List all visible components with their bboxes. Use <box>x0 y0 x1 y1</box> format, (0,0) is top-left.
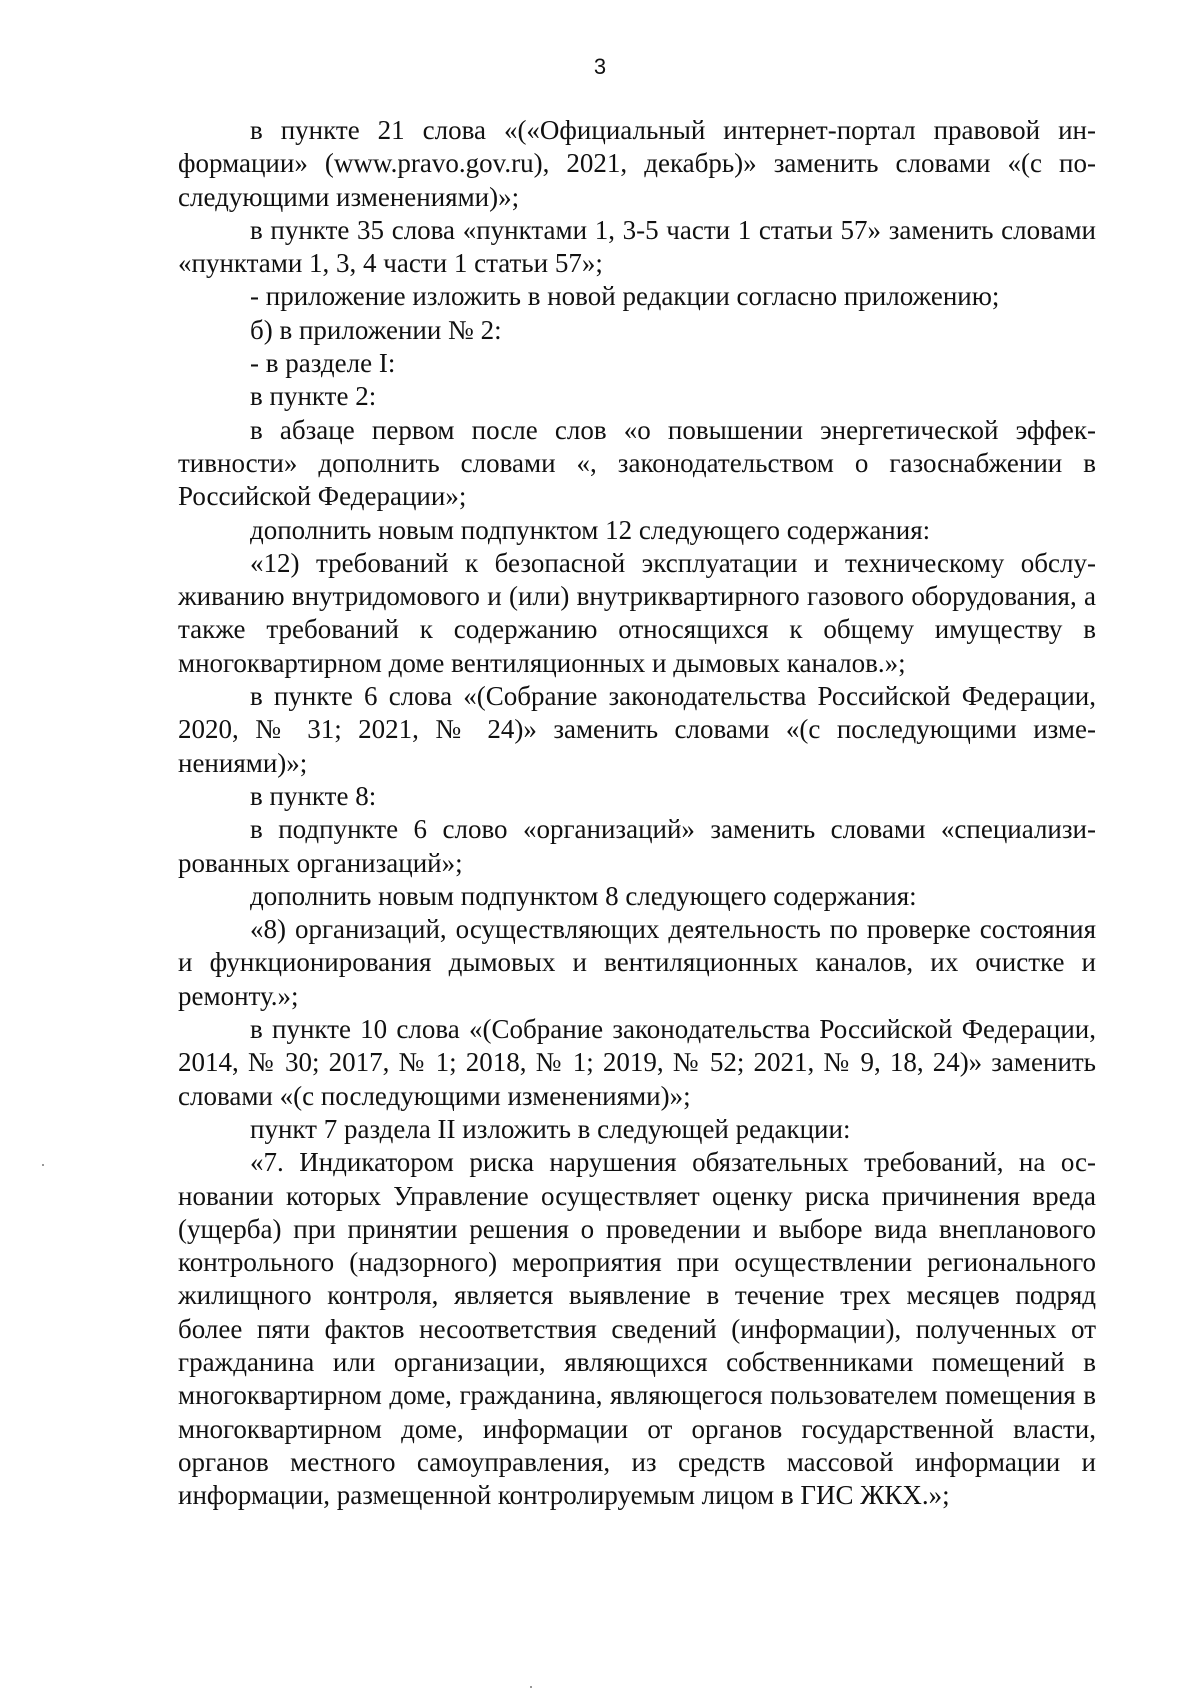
paragraph: «12) требований к безопасной эксплуатации и техническому обслуживанию внутридомового и (или) внутриквартирного газового оборудования, а также требований к содержанию относящихся к общему имуществу в многоквартирном доме вентиляционных и дымовых каналов.»; <box>178 547 1096 678</box>
paragraph: в пункте 35 слова «пунктами 1, 3-5 части 1 статьи 57» заменить словами «пунктами 1, 3, 4 части 1 статьи 57»; <box>178 214 1096 279</box>
scan-speck <box>530 1686 532 1688</box>
paragraph: дополнить новым подпунктом 8 следующего содержания: <box>250 880 917 911</box>
paragraph: пункт 7 раздела II изложить в следующей редакции: <box>250 1113 851 1144</box>
paragraph: б) в приложении № 2: <box>250 314 502 345</box>
page-number: 3 <box>593 54 607 79</box>
paragraph: в пункте 10 слова «(Собрание законодательства Российской Федерации, 2014, № 30; 2017, № 1; 2018, № 1; 2019, № 52; 2021, № 9, 18, 24)» заменить словами «(с последующими изменениями)»; <box>178 1014 1096 1111</box>
document-body <box>178 114 1096 1512</box>
paragraph: дополнить новым подпунктом 12 следующего содержания: <box>250 514 931 545</box>
paragraph: в пункте 8: <box>250 780 377 811</box>
paragraph: в пункте 6 слова «(Собрание законодательства Российской Федерации, 2020, № 31; 2021, № 24)» заменить словами «(с последующими изменениями)»; <box>178 681 1096 778</box>
paragraph: в пункте 2: <box>250 381 377 412</box>
paragraph: в абзаце первом после слов «о повышении энергетической эффективности» дополнить словами «, законодательством о газоснабжении в Российской Федерации»; <box>178 414 1096 512</box>
scan-speck <box>42 1164 44 1166</box>
paragraph: «8) организаций, осуществляющих деятельность по проверке состояния и функционирования дымовых и вентиляционных каналов, их очистке и ремонту.»; <box>178 914 1096 1011</box>
paragraph: - в разделе I: <box>250 348 396 379</box>
paragraph: - приложение изложить в новой редакции согласно приложению; <box>250 281 1000 312</box>
paragraph: «7. Индикатором риска нарушения обязательных требований, на основании которых Управление осуществляет оценку риска причинения вреда (ущерба) при принятии решения о проведении и выборе вида внепланового контрольного (надзорного) мероприятия при осуществлении регионального жилищного контроля, является выявление в течение трех месяцев подряд более пяти фактов несоответствия сведений (информации), полученных от гражданина или организации, являющихся собственниками помещений в многоквартирном доме, гражданина, являющегося пользователем помещения в многоквартирном доме, информации от органов государственной власти, органов местного самоуправления, из средств массовой информации и информации, размещенной контролируемым лицом в ГИС ЖКХ.»; <box>178 1147 1096 1511</box>
paragraph: в пункте 21 слова «(«Официальный интернет-портал правовой информации» (www.pravo.gov.ru), 2021, декабрь)» заменить словами «(с последующими изменениями)»; <box>178 115 1096 212</box>
paragraph: в подпункте 6 слово «организаций» заменить словами «специализированных организаций»; <box>178 814 1096 878</box>
